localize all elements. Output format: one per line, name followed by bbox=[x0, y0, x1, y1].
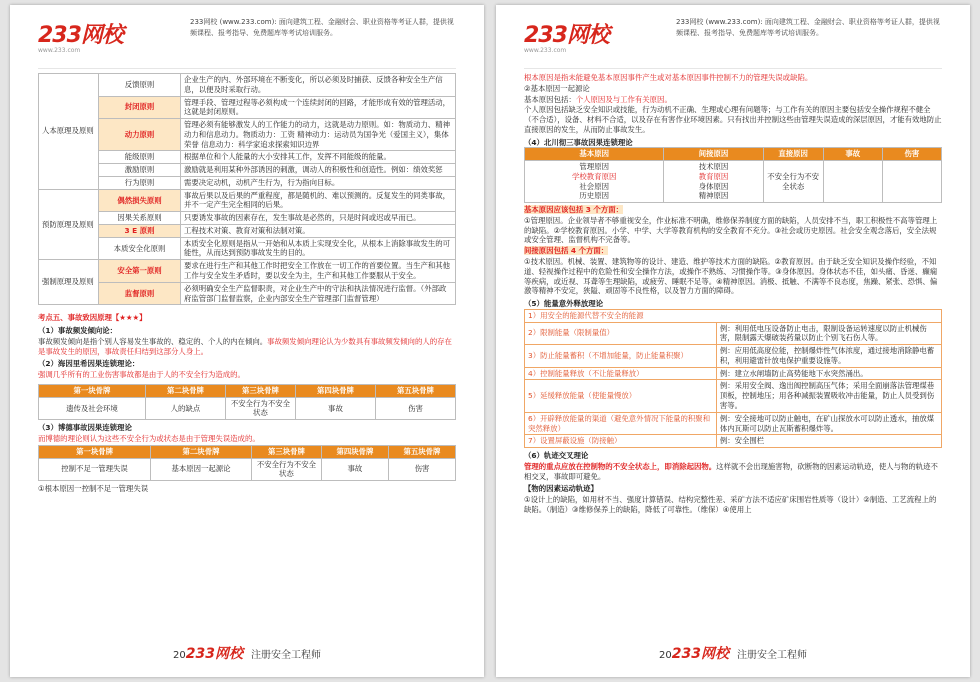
principle-name: 行为原则 bbox=[99, 176, 181, 189]
principle-name: 监督原则 bbox=[99, 282, 181, 305]
energy-row bbox=[525, 412, 942, 435]
indirect4-intro: 间接原因包括 4 个方面： bbox=[524, 246, 609, 256]
principle-desc: 管理手段、管理过程等必须构成一个连续封闭的回路，才能形成有效的管理活动，这就是封闭原则。 bbox=[181, 96, 456, 119]
dom-header: 第四块骨牌 bbox=[295, 384, 375, 397]
principle-name: 能级原则 bbox=[99, 151, 181, 164]
footer-title: 注册安全工程师 bbox=[736, 649, 807, 661]
principle-row bbox=[39, 164, 456, 177]
dom-header: 第三块骨牌 bbox=[251, 445, 321, 458]
dom-header: 第四块骨牌 bbox=[321, 445, 388, 458]
page-footer: 20233网校 注册安全工程师 bbox=[659, 645, 807, 662]
principle-name: 封闭原则 bbox=[99, 96, 181, 119]
principle-desc: 管理必须有能够激发人的工作能力的动力，这就是动力原则。如：物质动力、精神动力和信息动力。物质动力：工资 精神动力：运动员为国争光（爱国主义），集体荣誉 信息动力：科学家追求探索知识边界 bbox=[181, 119, 456, 151]
heinrich-cell: 不安全行为不安全状态 bbox=[225, 397, 295, 420]
last-line: ①根本原因一控制不足一管理失误 bbox=[38, 484, 149, 494]
s5-title: （5）能量意外释放理论 bbox=[524, 299, 604, 309]
principle-group: 人本原理及原则 bbox=[39, 74, 99, 190]
dom-header: 第五块骨牌 bbox=[388, 445, 455, 458]
energy-row bbox=[525, 345, 942, 368]
bird-cell: 控制不足一管理失误 bbox=[39, 458, 151, 481]
principle-row bbox=[39, 282, 456, 305]
s7-title: 【物的因素运动轨迹】 bbox=[524, 484, 598, 494]
footer-logo: 233网校 bbox=[671, 645, 729, 662]
s4-title: （4）北川彻三事故因果连锁理论 bbox=[524, 137, 633, 147]
dom-header: 第一块骨牌 bbox=[39, 445, 151, 458]
footer-logo: 233网校 bbox=[185, 645, 243, 662]
kitagawa-table bbox=[524, 147, 942, 203]
principle-group: 预防原理及原则 bbox=[39, 189, 99, 260]
principle-row bbox=[39, 96, 456, 119]
energy-row bbox=[525, 435, 942, 448]
s7-text: ①设计上的缺陷，如用材不当、强度计算错误、结构完整性差、采矿方法不适应矿床围岩性质等（设计）②制造、工艺流程上的缺陷。（制造）③维修保养上的缺陷，降低了可靠性。（维保）④使用上 bbox=[524, 495, 937, 514]
kita-header: 直接原因 bbox=[763, 148, 823, 161]
kita-header: 事故 bbox=[823, 148, 882, 161]
energy-example: 例：应用低高度位能，控制爆炸性气体浓度，通过接地消除静电蓄积，利用避雷针放电保护重要设施等。 bbox=[716, 345, 941, 368]
heinrich-cell: 伤害 bbox=[375, 397, 455, 420]
section-title: 考点五、事故致因原理【★★★】 bbox=[38, 313, 147, 323]
energy-row bbox=[525, 309, 942, 322]
s6-text: 管理的重点应放在控制物的不安全状态上，即消除起因物。这样就不会出现施害物，砍断物的因素运动轨迹，使人与物的轨迹不相交叉，事故即可避免。 bbox=[524, 461, 938, 481]
energy-row bbox=[525, 380, 942, 412]
principle-desc: 工程技术对策、教育对策和法制对策。 bbox=[181, 224, 456, 237]
energy-method: 1）用安全的能源代替不安全的能源 bbox=[525, 309, 942, 322]
principle-desc: 只要诱发事故的因素存在，发生事故是必然的，只是时间或迟或早而已。 bbox=[181, 212, 456, 225]
dom-header: 第一块骨牌 bbox=[39, 384, 146, 397]
principle-name: 本质安全化原则 bbox=[99, 237, 181, 260]
document-page-right bbox=[496, 5, 970, 677]
principle-desc: 企业生产的内、外部环境在不断变化，所以必须及时捕获、反馈各种安全生产信息，以便及时采取行动。 bbox=[181, 74, 456, 97]
principle-name: 激励原则 bbox=[99, 164, 181, 177]
kita-injury-cell bbox=[882, 161, 941, 203]
energy-method: 4）控制能量释放（不让能量释放） bbox=[525, 367, 717, 380]
principle-row bbox=[39, 224, 456, 237]
energy-method: 2）限制能量（限制量值） bbox=[525, 322, 717, 345]
principle-name: 因果关系原则 bbox=[99, 212, 181, 225]
kita-accident-cell bbox=[823, 161, 882, 203]
header-text: 233网校 (www.233.com): 面向建筑工程、金融财会、职业资格等考证人群，提供视频课程、报考指导、免费题库等考试培训服务。 bbox=[190, 18, 454, 37]
page-header bbox=[38, 5, 456, 69]
principle-name: 偶然损失原则 bbox=[99, 189, 181, 212]
energy-method: 7）设置屏蔽设施（防接触） bbox=[525, 435, 717, 448]
bird-table bbox=[38, 445, 456, 481]
kita-header: 基本原因 bbox=[525, 148, 664, 161]
basic3-intro: 基本原因应该包括 3 个方面： bbox=[524, 205, 623, 215]
document-page-left bbox=[10, 5, 484, 677]
heinrich-cell: 遗传及社会环境 bbox=[39, 397, 146, 420]
principle-name: 反馈原则 bbox=[99, 74, 181, 97]
basic3-text: ①管理原因。企业领导者不够重视安全，作业标准不明确，维修保养制度方面的缺陷，人员安排不当，职工积极性不高等管理上的缺陷。②学校教育原因。小学、中学、大学等教育机构的安全教育不充分。③社会或历史原因。社会安全观念落后，安全法规或安全管理、监督机构不完备等。 bbox=[524, 215, 938, 245]
principle-row bbox=[39, 119, 456, 151]
principle-row bbox=[39, 189, 456, 212]
energy-table bbox=[524, 309, 942, 448]
s1-paragraph: 事故频发倾向是指个别人容易发生事故的、稳定的、个人的内在倾向。事故频发倾向理论认为少数具有事故频发倾向的人的存在是事故发生的原因，事故责任归结到这部分人身上。 bbox=[38, 336, 452, 356]
energy-example: 例：安全接地可以防止触电，在矿山探放水可以防止透水，抽放煤体内瓦斯可以防止瓦斯蓄积爆炸等。 bbox=[716, 412, 941, 435]
energy-row bbox=[525, 322, 942, 345]
energy-example: 例：建立水闸墙防止高势能地下水突然涌出。 bbox=[716, 367, 941, 380]
principle-name: 动力原则 bbox=[99, 119, 181, 151]
principle-name: 3 E 原则 bbox=[99, 224, 181, 237]
principle-row bbox=[39, 260, 456, 283]
s6-title: （6）轨迹交叉理论 bbox=[524, 451, 589, 461]
s2-title: （2）海因里希因果连锁理论： bbox=[38, 359, 140, 369]
dom-header: 第二块骨牌 bbox=[151, 445, 252, 458]
heinrich-table bbox=[38, 384, 456, 420]
kita-direct-cell: 不安全行为不安全状态 bbox=[763, 161, 823, 203]
header-text: 233网校 (www.233.com): 面向建筑工程、金融财会、职业资格等考证人群，提供视频课程、报考指导、免费题库等考试培训服务。 bbox=[676, 18, 940, 37]
s1-title: （1）事故频发倾向论： bbox=[38, 326, 118, 336]
kita-header: 伤害 bbox=[882, 148, 941, 161]
root-cause-text: 根本原因是指未能避免基本原因事件产生或对基本原因事件控制不力的管理失误或缺陷。 bbox=[524, 73, 813, 82]
basic-intro: 基本原因包括：个人原因及与工作有关原因。 bbox=[524, 94, 672, 104]
energy-row bbox=[525, 367, 942, 380]
s3-red-text: 而博德的理论则认为这些不安全行为或状态是由于管理失误造成的。 bbox=[38, 433, 260, 443]
principle-row bbox=[39, 237, 456, 260]
principle-name: 安全第一原则 bbox=[99, 260, 181, 283]
heinrich-cell: 人的缺点 bbox=[145, 397, 225, 420]
bird-cell: 基本原因一起源论 bbox=[151, 458, 252, 481]
footer-title: 注册安全工程师 bbox=[250, 649, 321, 661]
principle-desc: 本质安全化原则是指从一开始和从本质上实现安全化，从根本上消除事故发生的可能性，从而达到预防事故发生的目的。 bbox=[181, 237, 456, 260]
dom-header: 第五块骨牌 bbox=[375, 384, 455, 397]
basic-title: ②基本原因一起源论 bbox=[524, 83, 590, 93]
principle-desc: 事故后果以及后果的严重程度，都是随机的、难以预测的。反复发生的同类事故，并不一定产生完全相同的后果。 bbox=[181, 189, 456, 212]
bird-cell: 不安全行为不安全状态 bbox=[251, 458, 321, 481]
dom-header: 第三块骨牌 bbox=[225, 384, 295, 397]
energy-example: 例：采用安全阀、逸出阀控制高压气体；采用全面崩落法管理煤巷顶板，控制地压；用各种减振装置吸收冲击能量，防止人员受到伤害等。 bbox=[716, 380, 941, 412]
energy-method: 5）延缓释放能量（使能量慢放） bbox=[525, 380, 717, 412]
energy-example: 例：安全围栏 bbox=[716, 435, 941, 448]
s3-title: （3）博德事故因果连锁理论 bbox=[38, 423, 132, 433]
heinrich-cell: 事故 bbox=[295, 397, 375, 420]
energy-example: 例：利用低电压设备防止电击，限制设备运转速度以防止机械伤害，限制露天爆破装药量以防止个别飞石伤人等。 bbox=[716, 322, 941, 345]
bird-cell: 事故 bbox=[321, 458, 388, 481]
principles-table bbox=[38, 73, 456, 305]
principle-row bbox=[39, 212, 456, 225]
personal-text: 个人原因包括缺乏安全知识或技能，行为动机不正确、生理或心理有问题等；与工作有关的原因主要包括安全操作规程不健全（不合适），设备、材料不合适，以及存在有害作业环境因素。只有找出并控制这些由管理失误造成的深层原因，才能有效地防止直接原因的发生，从而防止事故发生。 bbox=[524, 105, 942, 134]
principle-row bbox=[39, 151, 456, 164]
kita-indirect-cell: 技术原因 教育原因 身体原因 精神原因 bbox=[664, 161, 763, 203]
page-header bbox=[524, 5, 942, 69]
s2-red-text: 强调几乎所有的工业伤害事故都是由于人的不安全行为造成的。 bbox=[38, 370, 245, 380]
principle-desc: 必须明确安全生产监督职责，对企业生产中的守法和执法情况进行监督。（外部政府监管部门监督监察，企业内部安全生产管理部门监督管理） bbox=[181, 282, 456, 305]
kita-header: 间接原因 bbox=[664, 148, 763, 161]
principle-desc: 要求在进行生产和其他工作时把安全工作放在一切工作的首要位置。当生产和其他工作与安全发生矛盾时，要以安全为主，生产和其他工作要服从于安全。 bbox=[181, 260, 456, 283]
principle-group: 强制原理及原则 bbox=[39, 260, 99, 305]
principle-desc: 需要决定动机，动机产生行为，行为指向目标。 bbox=[181, 176, 456, 189]
principle-row bbox=[39, 176, 456, 189]
energy-method: 3）防止能量蓄积（不增加能量，防止能量积聚） bbox=[525, 345, 717, 368]
brand-logo: 233网校 www.233.com bbox=[524, 23, 609, 55]
kita-basic-cell: 管理原因 学校教育原因 社会原因 历史原因 bbox=[525, 161, 664, 203]
principle-row bbox=[39, 74, 456, 97]
bird-cell: 伤害 bbox=[388, 458, 455, 481]
dom-header: 第二块骨牌 bbox=[145, 384, 225, 397]
page-footer: 20233网校 注册安全工程师 bbox=[173, 645, 321, 662]
brand-logo: 233网校 www.233.com bbox=[38, 23, 123, 55]
principle-desc: 根据单位和个人能量的大小安排其工作，发挥不同能级的能量。 bbox=[181, 151, 456, 164]
principle-desc: 激励就是利用某种外部诱因的刺激，调动人的积极性和创造性。例如：绩效奖惩 bbox=[181, 164, 456, 177]
indirect4-text: ①技术原因。机械、装置、建筑物等的设计、建造、维护等技术方面的缺陷。②教育原因。由于缺乏安全知识及操作经验，不知道、轻视操作过程中的危险性和安全操作方法，或操作不熟练、习惯操作等。③身体原因。身体状态不佳，如头痛、昏迷、癫痫等疾病，或近视、耳聋等生理缺陷，或疲劳、睡眠不足等。④精神原因。消极、抵触、不满等不良态度，焦躁、紧张、恐惧、偏激等精神不安定，狭隘、顽固等不良性格，以及智力方面的障碍。 bbox=[524, 257, 938, 296]
energy-method: 6）开辟释放能量的渠道（避免意外情况下能量的积聚和突然释放） bbox=[525, 412, 717, 435]
